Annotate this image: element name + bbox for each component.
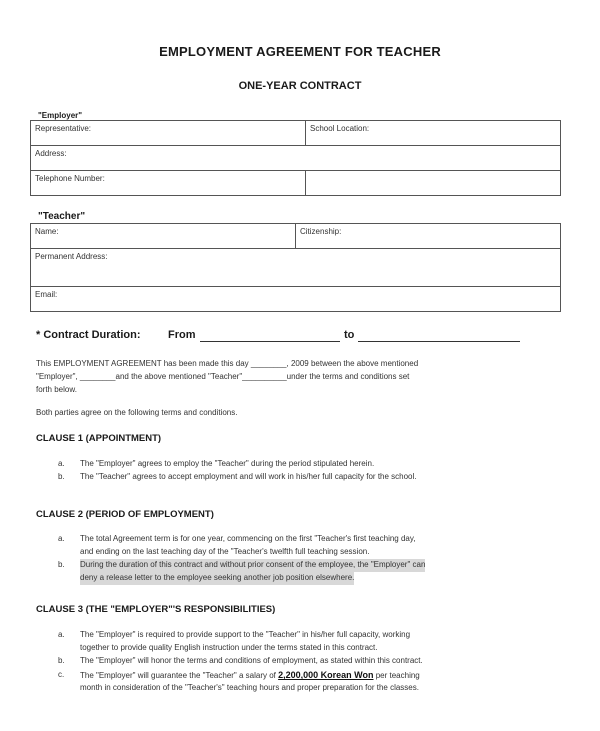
duration-to-blank[interactable] [358,341,520,342]
salary-amount: 2,200,000 Korean Won [278,670,374,680]
list-item-text: The "Employer" is required to provide support to the "Teacher" in his/her full capacity, working [80,630,411,639]
intro-line-3: forth below. [36,385,77,394]
list-item-text: month in consideration of the "Teacher's" teaching hours and proper preparation for the classes. [80,683,419,692]
list-item-text: The "Teacher" agrees to accept employment and will work in his/her full capacity for the school. [80,472,417,481]
list-marker: c. [58,670,65,679]
clause-1-heading: CLAUSE 1 (APPOINTMENT) [36,433,162,444]
duration-from-blank[interactable] [200,341,340,342]
employer-representative-field[interactable]: Representative: [31,121,306,146]
document-title: EMPLOYMENT AGREEMENT FOR TEACHER [159,44,441,59]
list-marker: a. [58,534,65,543]
salary-text-post: per teaching [373,671,420,680]
employer-section-label: "Employer" [38,111,83,120]
list-item-text [80,669,420,683]
list-marker: a. [58,630,65,639]
list-item-text: and ending on the last teaching day of the "Teacher's twelfth full teaching session. [80,547,370,556]
clause-3-heading: CLAUSE 3 (THE "EMPLOYER"'S RESPONSIBILITIES) [36,604,276,615]
duration-from-label: From [168,329,196,341]
list-marker: a. [58,459,65,468]
employer-telephone-extra-field[interactable] [306,171,561,196]
list-item-text: The total Agreement term is for one year, commencing on the first "Teacher's first teaching day, [80,534,416,543]
clause-2-heading: CLAUSE 2 (PERIOD OF EMPLOYMENT) [36,509,214,520]
employer-telephone-field[interactable]: Telephone Number: [31,171,306,196]
employer-table [30,120,561,196]
list-item-text: The "Employer" agrees to employ the "Teacher" during the period stipulated herein. [80,459,375,468]
teacher-table [30,223,561,312]
teacher-name-field[interactable]: Name: [31,224,296,249]
teacher-email-field[interactable]: Email: [31,287,561,312]
list-item-text: The "Employer" will honor the terms and conditions of employment, as stated within this contract. [80,656,423,665]
list-marker: b. [58,472,65,481]
list-item-text: together to provide quality English instruction under the terms stated in this contract. [80,643,378,652]
intro-line-2: "Employer", ________and the above mentioned "Teacher"__________under the terms and conditions set [36,372,410,381]
intro-line-1: This EMPLOYMENT AGREEMENT has been made this day ________, 2009 between the above mentioned [36,359,419,368]
employer-address-field[interactable]: Address: [31,146,561,171]
teacher-section-label: "Teacher" [38,211,86,222]
contract-duration-label: * Contract Duration: [36,329,141,341]
salary-text-pre: The "Employer" will guarantee the "Teacher" a salary of [80,671,279,680]
highlighted-text: During the duration of this contract and without prior consent of the employee, the "Employer" can [80,559,425,572]
teacher-citizenship-field[interactable]: Citizenship: [296,224,561,249]
list-marker: b. [58,656,65,665]
document-subtitle: ONE-YEAR CONTRACT [238,80,362,92]
agreement-statement: Both parties agree on the following terms and conditions. [36,408,238,417]
teacher-permanent-address-field[interactable]: Permanent Address: [31,249,561,287]
highlighted-text: deny a release letter to the employee seeking another job position elsewhere. [80,572,354,585]
employer-school-location-field[interactable]: School Location: [306,121,561,146]
duration-to-label: to [344,329,355,341]
list-marker: b. [58,560,65,569]
